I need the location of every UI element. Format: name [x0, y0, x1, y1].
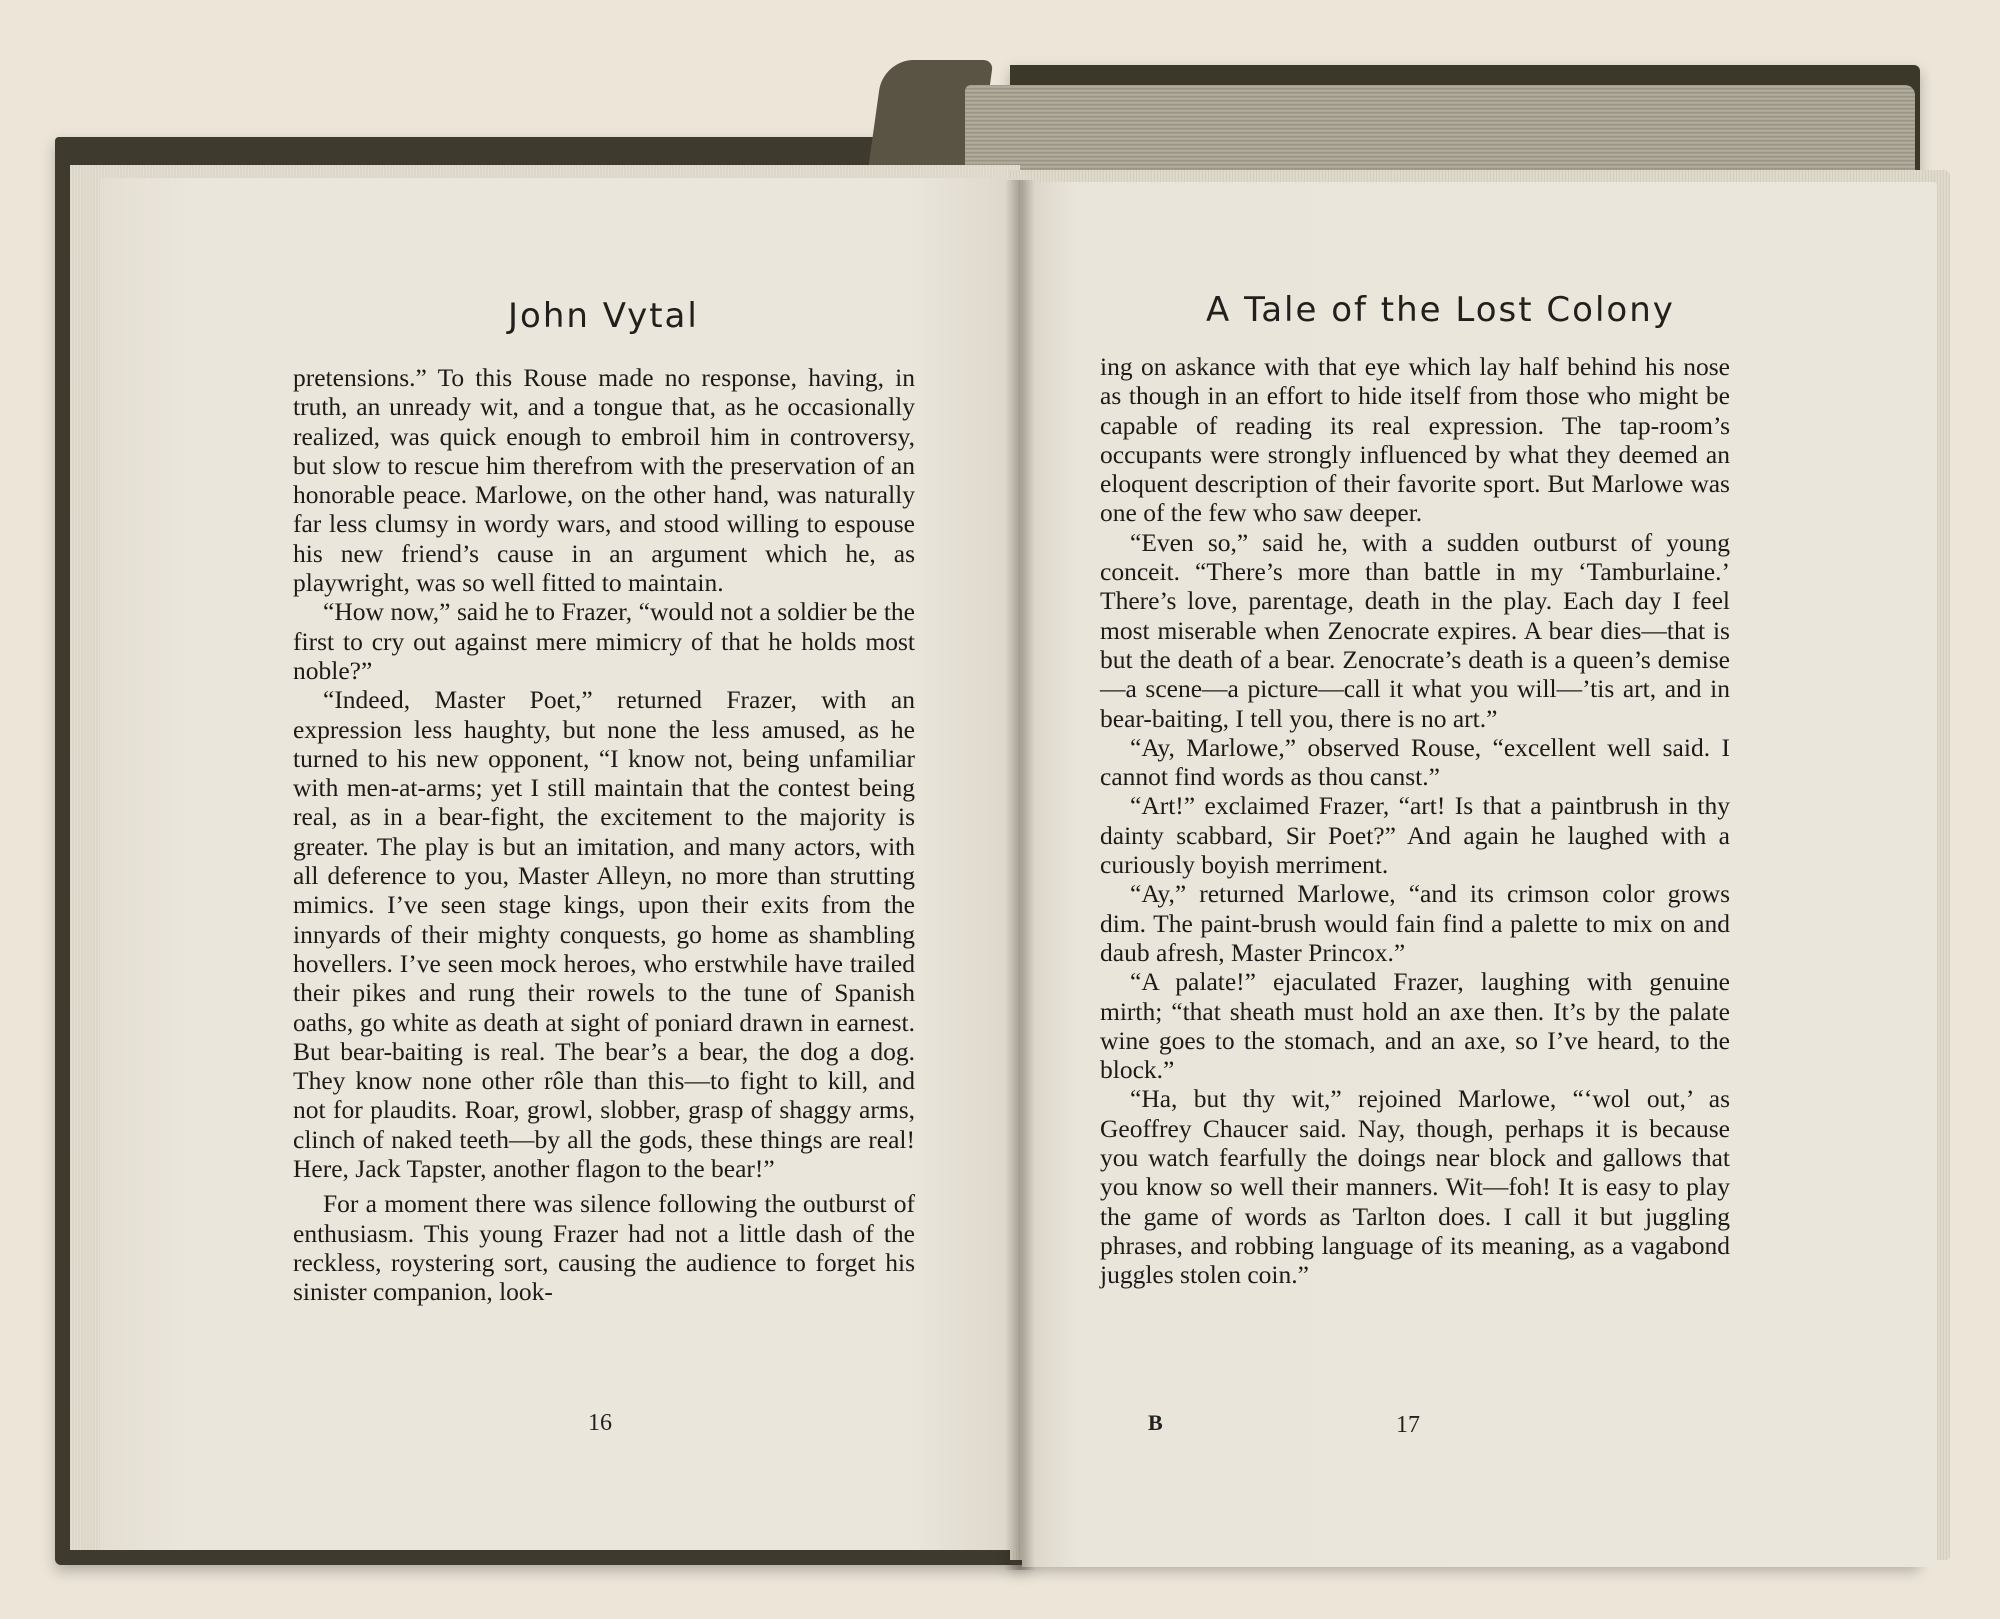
book-gutter: [1005, 180, 1035, 1570]
right-paragraph: ing on askance with that eye which lay half behind his nose as though in an effort to hide itself from those who might be capable of reading its real expression. The tap-room’s occupants were strongly influenced by what they deemed an eloquent description of their favorite sport. But Marlowe was one of the few who saw deeper.: [1100, 352, 1730, 528]
right-paragraph: “Ay,” returned Marlowe, “and its crimson color grows dim. The paint-brush would fain find a palette to mix on and daub afresh, Master Princox.”: [1100, 879, 1730, 967]
left-running-head: John Vytal: [508, 296, 699, 336]
left-body-text: [293, 363, 915, 1307]
right-body-text: [1100, 352, 1730, 1290]
left-page-number: 16: [588, 1410, 612, 1436]
signature-mark: B: [1148, 1410, 1163, 1435]
right-running-head: A Tale of the Lost Colony: [1206, 290, 1675, 330]
left-page: [100, 178, 1018, 1550]
left-paragraph: For a moment there was silence following the outburst of enthusiasm. This young Frazer had not a little dash of the reckless, roystering sort, causing the audience to forget his sinister companion, look-: [293, 1189, 915, 1307]
right-page: [1022, 182, 1937, 1567]
right-paragraph: “Even so,” said he, with a sudden outburst of young conceit. “There’s more than battle in my ‘Tamburlaine.’ There’s love, parentage, death in the play. Each day I feel most miserable when Zenocrate expires. A bear dies—that is but the death of a bear. Zenocrate’s death is a queen’s demise—a scene—a picture—call it what you will—’tis art, and in bear-baiting, I tell you, there is no art.”: [1100, 527, 1730, 733]
left-paragraph: “Indeed, Master Poet,” returned Frazer, with an expression less haughty, but none the less amused, as he turned to his new opponent, “I know not, being unfamiliar with men-at-arms; yet I still maintain that the contest being real, as in a bear-fight, the excitement to the majority is greater. The play is but an imitation, and many actors, with all deference to you, Master Alleyn, no more than strutting mimics. I’ve seen stage kings, upon their exits from the innyards of their mighty conquests, go home as shambling hovellers. I’ve seen mock heroes, who erstwhile have trailed their pikes and rung their rowels to the tune of Spanish oaths, go white as death at sight of poniard drawn in earnest. But bear-baiting is real. The bear’s a bear, the dog a dog. They know none other rôle than this—to fight to kill, and not for plaudits. Roar, growl, slobber, grasp of shaggy arms, clinch of naked teeth—by all the gods, these things are real! Here, Jack Tapster, another flagon to the bear!”: [293, 685, 915, 1184]
right-paragraph: “Ha, but thy wit,” rejoined Marlowe, “‘wol out,’ as Geoffrey Chaucer said. Nay, though, perhaps it is because you watch fearfully the doings near block and gallows that you know so well their manners. Wit—foh! It is easy to play the game of words as Tarlton does. I call it but juggling phrases, and robbing language of its meaning, as a vagabond juggles stolen coin.”: [1100, 1084, 1730, 1290]
right-page-number: 17: [1396, 1412, 1420, 1438]
right-paragraph: “A palate!” ejaculated Frazer, laughing with genuine mirth; “that sheath must hold an axe then. It’s by the palate wine goes to the stomach, and an axe, so I’ve heard, to the block.”: [1100, 967, 1730, 1085]
right-paragraph: “Art!” exclaimed Frazer, “art! Is that a paintbrush in thy dainty scabbard, Sir Poet?” And again he laughed with a curiously boyish merriment.: [1100, 791, 1730, 880]
left-paragraph: pretensions.” To this Rouse made no response, having, in truth, an unready wit, and a tongue that, as he occasionally realized, was quick enough to embroil him in controversy, but slow to rescue him therefrom with the preservation of an honorable peace. Marlowe, on the other hand, was naturally far less clumsy in wordy wars, and stood willing to espouse his new friend’s cause in an argument which he, as playwright, was so well fitted to maintain.: [293, 363, 915, 598]
right-paragraph: “Ay, Marlowe,” observed Rouse, “excellent well said. I cannot find words as thou canst.”: [1100, 732, 1730, 792]
left-paragraph: “How now,” said he to Frazer, “would not a soldier be the first to cry out against mere mimicry of that he holds most noble?”: [293, 597, 915, 685]
